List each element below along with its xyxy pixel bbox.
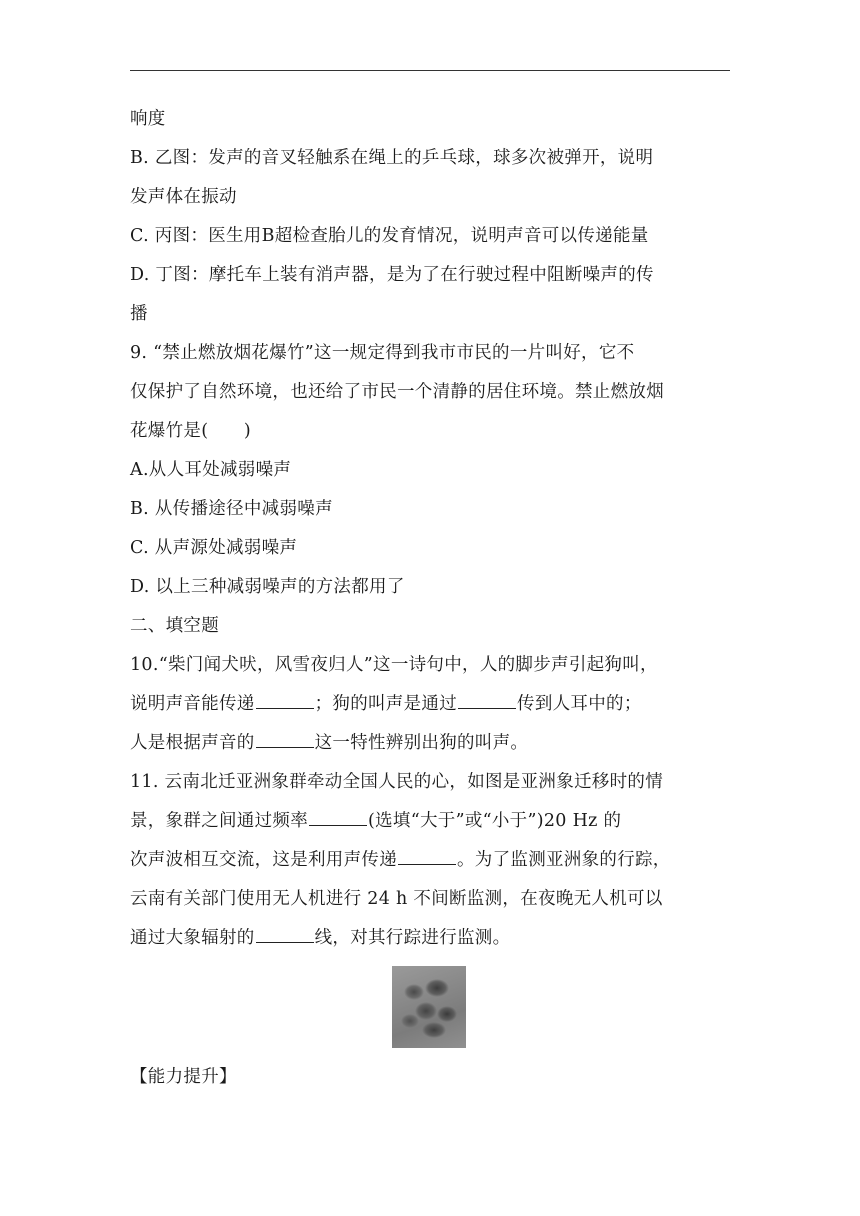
text-line: 响度: [130, 109, 166, 129]
question-9-option-c: C. 从声源处减弱噪声: [130, 538, 298, 558]
text-line: 播: [130, 304, 148, 324]
answer-blank: [398, 847, 456, 865]
text-segment: 传到人耳中的；: [517, 694, 642, 714]
text-segment: 。为了监测亚洲象的行踪，: [457, 850, 671, 870]
text-segment: (选填“大于”或“小于”)20 Hz 的: [368, 811, 622, 831]
text-segment: 人是根据声音的: [130, 733, 255, 753]
text-segment: 景，象群之间通过频率: [130, 811, 308, 831]
answer-blank: [458, 691, 516, 709]
question-9-option-d: D. 以上三种减弱噪声的方法都用了: [130, 577, 405, 597]
question-9-line-3: 花爆竹是( ): [130, 421, 252, 441]
question-11-line-3: [130, 841, 730, 880]
answer-blank: [256, 691, 314, 709]
question-9-option-a: A.从人耳处减弱噪声: [130, 460, 292, 480]
section-heading-ability: 【能力提升】: [130, 1067, 237, 1087]
text-segment: 通过大象辐射的: [130, 928, 255, 948]
text-line: 发声体在振动: [130, 187, 237, 207]
text-segment: 这一特性辨别出狗的叫声。: [314, 733, 529, 753]
question-9-option-b: B. 从传播途径中减弱噪声: [130, 499, 333, 519]
answer-blank: [256, 730, 314, 748]
question-10-line-2: [130, 685, 730, 724]
elephant-herd-photo: [392, 966, 466, 1048]
question-11-line-5: [130, 919, 730, 958]
answer-blank: [256, 925, 314, 943]
question-9-line-1: 9. “禁止燃放烟花爆竹”这一规定得到我市市民的一片叫好，它不: [130, 343, 635, 363]
text-segment: ；狗的叫声是通过: [314, 694, 458, 714]
question-10-line-1: 10.“柴门闻犬吠，风雪夜归人”这一诗句中，人的脚步声引起狗叫，: [130, 655, 658, 675]
question-11-line-1: 11. 云南北迁亚洲象群牵动全国人民的心，如图是亚洲象迁移时的情: [130, 772, 663, 792]
header-rule: [130, 70, 730, 71]
option-c-line: C. 丙图：医生用B超检查胎儿的发育情况，说明声音可以传递能量: [130, 226, 649, 246]
option-d-line: D. 丁图：摩托车上装有消声器，是为了在行驶过程中阻断噪声的传: [130, 265, 654, 285]
question-11-line-4: 云南有关部门使用无人机进行 24 h 不间断监测，在夜晚无人机可以: [130, 889, 663, 909]
option-b-line: B. 乙图：发声的音叉轻触系在绳上的乒乓球，球多次被弹开，说明: [130, 148, 654, 168]
figure-container: [130, 958, 730, 1058]
text-segment: 说明声音能传递: [130, 694, 255, 714]
question-11-line-2: [130, 802, 730, 841]
question-9-line-2: 仅保护了自然环境，也还给了市民一个清静的居住环境。禁止燃放烟: [130, 382, 664, 402]
section-heading: 二、填空题: [130, 616, 219, 636]
text-segment: 次声波相互交流，这是利用声传递: [130, 850, 397, 870]
text-segment: 线，对其行踪进行监测。: [314, 928, 511, 948]
answer-blank: [309, 808, 367, 826]
question-10-line-3: [130, 724, 730, 763]
page-content: [130, 100, 730, 1097]
